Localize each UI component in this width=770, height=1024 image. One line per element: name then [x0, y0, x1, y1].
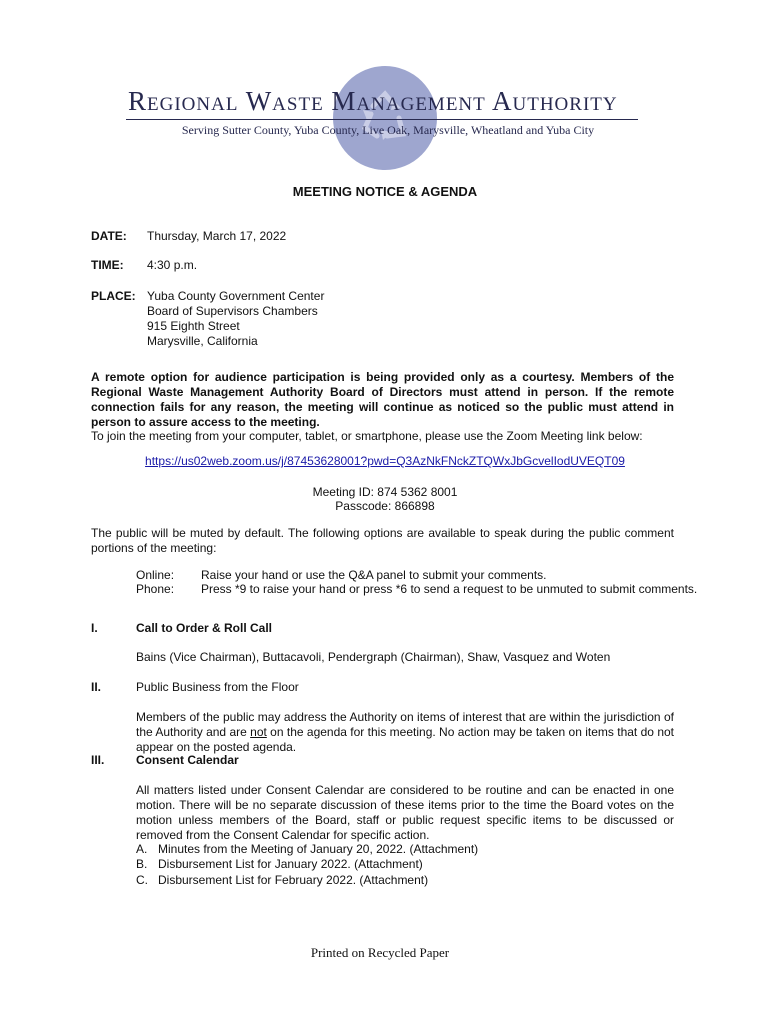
place-line: Marysville, California [147, 334, 258, 348]
time-value: 4:30 p.m. [147, 258, 198, 272]
list-item-key: B. [136, 857, 148, 871]
section-title: Consent Calendar [136, 753, 239, 767]
text-run: Members of the public may address the Authority on items of interest that are within the jurisdiction of the Authority and are [136, 710, 674, 739]
list-item: Minutes from the Meeting of January 20, 2022. (Attachment) [158, 842, 479, 856]
text-run: on the agenda for this meeting. No action may be taken on items that do not appear on the posted agenda. [136, 725, 674, 754]
recycle-logo [333, 66, 437, 170]
letterhead-divider [126, 119, 638, 120]
online-text: Raise your hand or use the Q&A panel to submit your comments. [201, 568, 547, 582]
place-address [147, 289, 324, 349]
section-title: Call to Order & Roll Call [136, 621, 273, 635]
passcode: Passcode: 866898 [335, 499, 435, 513]
roll-call-members: Bains (Vice Chairman), Buttacavoli, Pendergraph (Chairman), Shaw, Vasquez and Woten [136, 650, 611, 664]
list-item: Disbursement List for January 2022. (Attachment) [158, 857, 423, 871]
phone-label: Phone: [136, 582, 175, 596]
online-label: Online: [136, 568, 175, 582]
date-value: Thursday, March 17, 2022 [147, 229, 287, 243]
consent-calendar-text: All matters listed under Consent Calendar are considered to be routine and can be enacted in one motion. There will be no separate discussion of these items prior to the time the Board votes on the motion unless members of the Board, staff or public request specific items to be discussed or removed from the Consent Calendar for specific action. [136, 783, 674, 842]
list-item: Disbursement List for February 2022. (Attachment) [158, 873, 429, 887]
emphasis-not: not [250, 725, 267, 739]
list-item-key: C. [136, 873, 148, 887]
public-options-intro: The public will be muted by default. The following options are available to speak during the public comment portions of the meeting: [91, 526, 674, 555]
zoom-link[interactable]: https://us02web.zoom.us/j/87453628001?pwd=Q3AzNkFNckZTQWxJbGcvelIodUVEQT09 [145, 454, 625, 468]
list-item-key: A. [136, 842, 148, 856]
organization-tagline: Serving Sutter County, Yuba County, Live Oak, Marysville, Wheatland and Yuba City [181, 123, 595, 137]
zoom-intro: To join the meeting from your computer, tablet, or smartphone, please use the Zoom Meeting link below: [91, 429, 643, 443]
section-title: Public Business from the Floor [136, 680, 299, 694]
meeting-id: Meeting ID: 874 5362 8001 [312, 485, 458, 499]
footer-note: Printed on Recycled Paper [310, 945, 450, 960]
section-number: II. [91, 680, 102, 694]
time-label: TIME: [91, 258, 124, 272]
page-title: MEETING NOTICE & AGENDA [292, 184, 478, 199]
remote-notice: A remote option for audience participation is being provided only as a courtesy. Members of the Regional Waste Management Authority Board of Directors must attend in person. If the remote connection fails for any reason, the meeting will continue as noticed so the public must attend in person to assure access to the meeting. [91, 370, 674, 429]
public-business-text [136, 710, 674, 755]
place-line: Board of Supervisors Chambers [147, 304, 318, 318]
zoom-link-row [0, 454, 770, 469]
organization-name: Regional Waste Management Authority [128, 86, 618, 116]
date-label: DATE: [91, 229, 127, 243]
recycle-icon [333, 66, 437, 170]
section-number: I. [91, 621, 98, 635]
place-line: 915 Eighth Street [147, 319, 240, 333]
place-line: Yuba County Government Center [147, 289, 325, 303]
phone-text: Press *9 to raise your hand or press *6 to send a request to be unmuted to submit comments. [201, 582, 698, 596]
section-number: III. [91, 753, 105, 767]
place-label: PLACE: [91, 289, 136, 303]
